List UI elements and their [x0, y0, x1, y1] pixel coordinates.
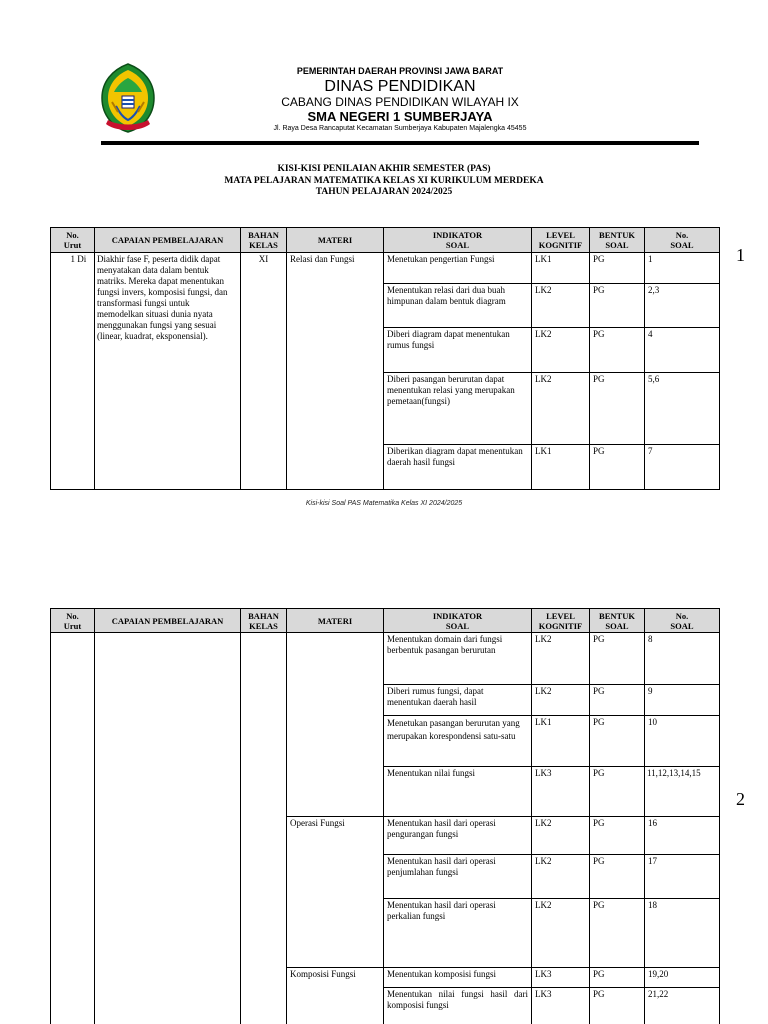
no-soal-cell: 8	[645, 633, 720, 685]
no-soal-cell: 4	[645, 328, 720, 373]
table-row	[51, 633, 720, 685]
level-cell: LK3	[532, 767, 590, 817]
document-title	[100, 164, 668, 199]
header-bentuk: BENTUK SOAL	[590, 228, 645, 253]
level-cell: LK1	[532, 253, 590, 284]
header-level: LEVEL KOGNITIF	[532, 228, 590, 253]
bentuk-cell: PG	[590, 284, 645, 328]
no-soal-cell: 16	[645, 817, 720, 855]
no-soal-cell: 1	[645, 253, 720, 284]
indikator-cell: Menentukan hasil dari operasi perkalian fungsi	[384, 899, 532, 968]
bentuk-cell: PG	[590, 716, 645, 767]
header-no-urut: No. Urut	[51, 228, 95, 253]
indikator-cell: Menetukan pengertian Fungsi	[384, 253, 532, 284]
bentuk-cell: PG	[590, 968, 645, 988]
bentuk-cell: PG	[590, 988, 645, 1024]
kisi-kisi-table-page-2	[50, 608, 720, 1024]
indikator-cell: Menentukan hasil dari operasi pengurangan fungsi	[384, 817, 532, 855]
level-cell: LK2	[532, 685, 590, 716]
level-cell: LK1	[532, 716, 590, 767]
materi-cell: Komposisi Fungsi	[287, 968, 384, 1024]
letterhead-divider	[101, 141, 699, 145]
bentuk-cell: PG	[590, 817, 645, 855]
level-cell: LK2	[532, 633, 590, 685]
header-capaian: CAPAIAN PEMBELAJARAN	[95, 609, 241, 633]
level-cell: LK2	[532, 855, 590, 899]
materi-cell: Relasi dan Fungsi	[287, 253, 384, 490]
indikator-cell: Diberi rumus fungsi, dapat menentukan daerah hasil	[384, 685, 532, 716]
header-bahan-kelas: BAHAN KELAS	[241, 228, 287, 253]
header-level: LEVEL KOGNITIF	[532, 609, 590, 633]
level-cell: LK3	[532, 988, 590, 1024]
header-capaian: CAPAIAN PEMBELAJARAN	[95, 228, 241, 253]
indikator-cell: Menentukan komposisi fungsi	[384, 968, 532, 988]
bentuk-cell: PG	[590, 685, 645, 716]
header-bentuk: BENTUK SOAL	[590, 609, 645, 633]
indikator-cell: Menentukan nilai fungsi hasil dari komposisi fungsi	[384, 988, 532, 1024]
bentuk-cell: PG	[590, 373, 645, 445]
page-footer: Kisi-kisi Soal PAS Matematika Kelas XI 2024/2025	[305, 500, 463, 507]
header-no-soal: No. SOAL	[645, 228, 720, 253]
table-header-row	[51, 609, 720, 633]
level-cell: LK2	[532, 817, 590, 855]
header-no-soal: No. SOAL	[645, 609, 720, 633]
jawa-barat-emblem-icon	[100, 62, 156, 134]
title-line-3: TAHUN PELAJARAN 2024/2025	[315, 187, 453, 197]
letterhead-agency: DINAS PENDIDIKAN	[324, 78, 476, 95]
no-urut-cell: 1 Di	[51, 253, 95, 490]
kelas-cell: XI	[241, 253, 287, 490]
page-number-2: 2	[736, 789, 745, 809]
no-soal-cell: 17	[645, 855, 720, 899]
header-materi: MATERI	[287, 609, 384, 633]
title-line-1: KISI-KISI PENILAIAN AKHIR SEMESTER (PAS)	[277, 164, 491, 174]
indikator-cell: Menetukan pasangan berurutan yang merupakan korespondensi satu-satu	[384, 716, 532, 767]
bentuk-cell: PG	[590, 633, 645, 685]
header-no-urut: No. Urut	[51, 609, 95, 633]
bentuk-cell: PG	[590, 767, 645, 817]
indikator-cell: Diberikan diagram dapat menentukan daerah hasil fungsi	[384, 445, 532, 490]
letterhead-address: Jl. Raya Desa Rancaputat Kecamatan Sumberjaya Kabupaten Majalengka 45455	[273, 125, 527, 132]
no-soal-cell: 10	[645, 716, 720, 767]
table-row	[51, 253, 720, 284]
letterhead-branch: CABANG DINAS PENDIDIKAN WILAYAH IX	[281, 95, 519, 109]
letterhead-school: SMA NEGERI 1 SUMBERJAYA	[307, 109, 493, 124]
indikator-cell: Diberi pasangan berurutan dapat menentukan relasi yang merupakan pemetaan(fungsi)	[384, 373, 532, 445]
materi-cell: Operasi Fungsi	[287, 817, 384, 968]
bentuk-cell: PG	[590, 899, 645, 968]
level-cell: LK2	[532, 899, 590, 968]
no-soal-cell: 18	[645, 899, 720, 968]
indikator-cell: Menentukan domain dari fungsi berbentuk pasangan berurutan	[384, 633, 532, 685]
no-soal-cell: 2,3	[645, 284, 720, 328]
indikator-cell: Menentukan relasi dari dua buah himpunan dalam bentuk diagram	[384, 284, 532, 328]
no-soal-cell: 7	[645, 445, 720, 490]
letterhead-government: PEMERINTAH DAERAH PROVINSI JAWA BARAT	[296, 66, 504, 76]
kisi-kisi-table-page-1	[50, 227, 720, 490]
bentuk-cell: PG	[590, 445, 645, 490]
capaian-cell	[95, 633, 241, 1024]
materi-cell	[287, 633, 384, 817]
header-materi: MATERI	[287, 228, 384, 253]
no-soal-cell: 5,6	[645, 373, 720, 445]
level-cell: LK3	[532, 968, 590, 988]
no-soal-cell: 9	[645, 685, 720, 716]
bentuk-cell: PG	[590, 253, 645, 284]
header-bahan-kelas: BAHAN KELAS	[241, 609, 287, 633]
level-cell: LK2	[532, 284, 590, 328]
level-cell: LK2	[532, 373, 590, 445]
indikator-cell: Menentukan hasil dari operasi penjumlahan fungsi	[384, 855, 532, 899]
no-soal-cell: 11,12,13,14,15	[645, 767, 720, 817]
header-indikator: INDIKATOR SOAL	[384, 609, 532, 633]
kelas-cell	[241, 633, 287, 1024]
level-cell: LK1	[532, 445, 590, 490]
bentuk-cell: PG	[590, 328, 645, 373]
bentuk-cell: PG	[590, 855, 645, 899]
header-indikator: INDIKATOR SOAL	[384, 228, 532, 253]
title-line-2: MATA PELAJARAN MATEMATIKA KELAS XI KURIKULUM MERDEKA	[224, 175, 544, 186]
no-soal-cell: 21,22	[645, 988, 720, 1024]
letterhead	[160, 66, 640, 133]
indikator-cell: Diberi diagram dapat menentukan rumus fungsi	[384, 328, 532, 373]
page-number-1: 1	[736, 245, 745, 265]
no-urut-cell	[51, 633, 95, 1024]
indikator-cell: Menentukan nilai fungsi	[384, 767, 532, 817]
no-soal-cell: 19,20	[645, 968, 720, 988]
level-cell: LK2	[532, 328, 590, 373]
capaian-cell: Diakhir fase F, peserta didik dapat menyatakan data dalam bentuk matriks. Mereka dapat menentukan fungsi invers, komposisi fungsi, dan transformasi fungsi untuk memodelkan situasi dunia nyata menggunakan fungsi yang sesuai (linear, kuadrat, eksponensial).	[95, 253, 241, 490]
table-header-row	[51, 228, 720, 253]
